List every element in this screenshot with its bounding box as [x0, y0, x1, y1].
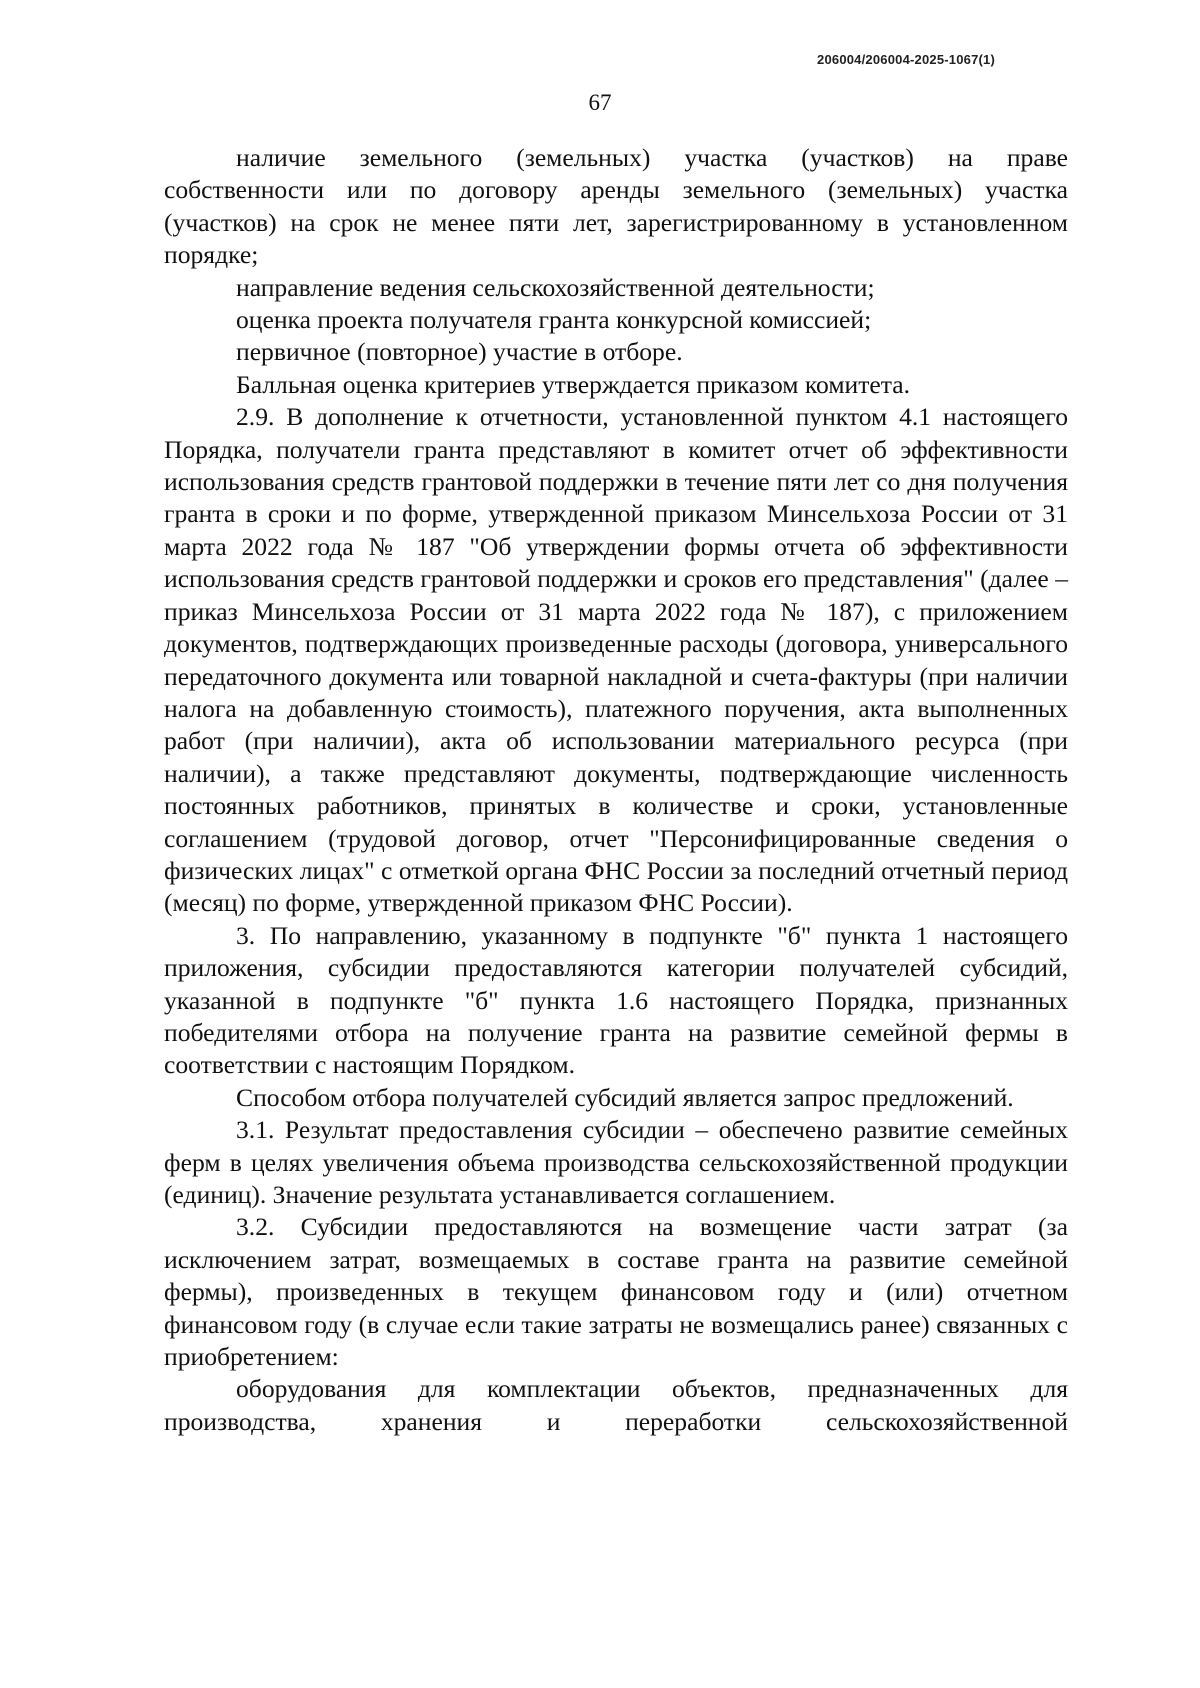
paragraph-participation: первичное (повторное) участие в отборе.	[236, 337, 683, 367]
paragraph-land-plot: наличие земельного (земельных) участка (участков) на праве собственности или по договору аренды земельного (земельных) участка (участков) на срок не менее пяти лет, зарегистрированному в установленном порядке;	[164, 143, 1068, 270]
paragraph-3-2: 3.2. Субсидии предоставляются на возмещение части затрат (за исключением затрат, возмещаемых в составе гранта на развитие семейной фермы), произведенных в текущем финансовом году и (или) отчетном финансовом году (в случае если такие затраты не возмещались ранее) связанных с приобретением:	[164, 1212, 1068, 1372]
document-id: 206004/206004-2025-1067(1)	[817, 52, 995, 67]
paragraph-activity-direction: направление ведения сельскохозяйственной деятельности;	[236, 272, 875, 302]
page-number: 67	[588, 90, 612, 115]
paragraph-3: 3. По направлению, указанному в подпункте "б" пункта 1 настоящего приложения, субсидии предоставляются категории получателей субсидий, указанной в подпункте "б" пункта 1.6 настоящего Порядка, признанных победителями отбора на получение гранта на развитие семейной фермы в соответствии с настоящим Порядком.	[164, 920, 1068, 1080]
paragraph-project-assessment: оценка проекта получателя гранта конкурсной комиссией;	[236, 305, 872, 335]
paragraph-selection-method: Способом отбора получателей субсидий является запрос предложений.	[236, 1082, 1014, 1112]
document-body	[164, 142, 1068, 1438]
paragraph-score-approval: Балльная оценка критериев утверждается приказом комитета.	[236, 369, 911, 399]
paragraph-3-1: 3.1. Результат предоставления субсидии – обеспечено развитие семейных ферм в целях увеличения объема производства сельскохозяйственной продукции (единиц). Значение результата устанавливается соглашением.	[164, 1115, 1068, 1209]
paragraph-2-9: 2.9. В дополнение к отчетности, установленной пунктом 4.1 настоящего Порядка, получатели гранта представляют в комитет отчет об эффективности использования средств грантовой поддержки в течение пяти лет со дня получения гранта в сроки и по форме, утвержденной приказом Минсельхоза России от 31 марта 2022 года № 187 "Об утверждении формы отчета об эффективности использования средств грантовой поддержки и сроков его представления" (далее – приказ Минсельхоза России от 31 марта 2022 года № 187), с приложением документов, подтверждающих произведенные расходы (договора, универсального передаточного документа или товарной накладной и счета-фактуры (при наличии налога на добавленную стоимость), платежного поручения, акта выполненных работ (при наличии), акта об использовании материального ресурса (при наличии), а также представляют документы, подтверждающие численность постоянных работников, принятых в количестве и сроки, установленные соглашением (трудовой договор, отчет "Персонифицированные сведения о физических лицах" с отметкой органа ФНС России за последний отчетный период (месяц) по форме, утвержденной приказом ФНС России).	[164, 402, 1068, 918]
paragraph-equipment: оборудования для комплектации объектов, предназначенных для производства, хранения и переработки сельскохозяйственной	[164, 1374, 1068, 1436]
